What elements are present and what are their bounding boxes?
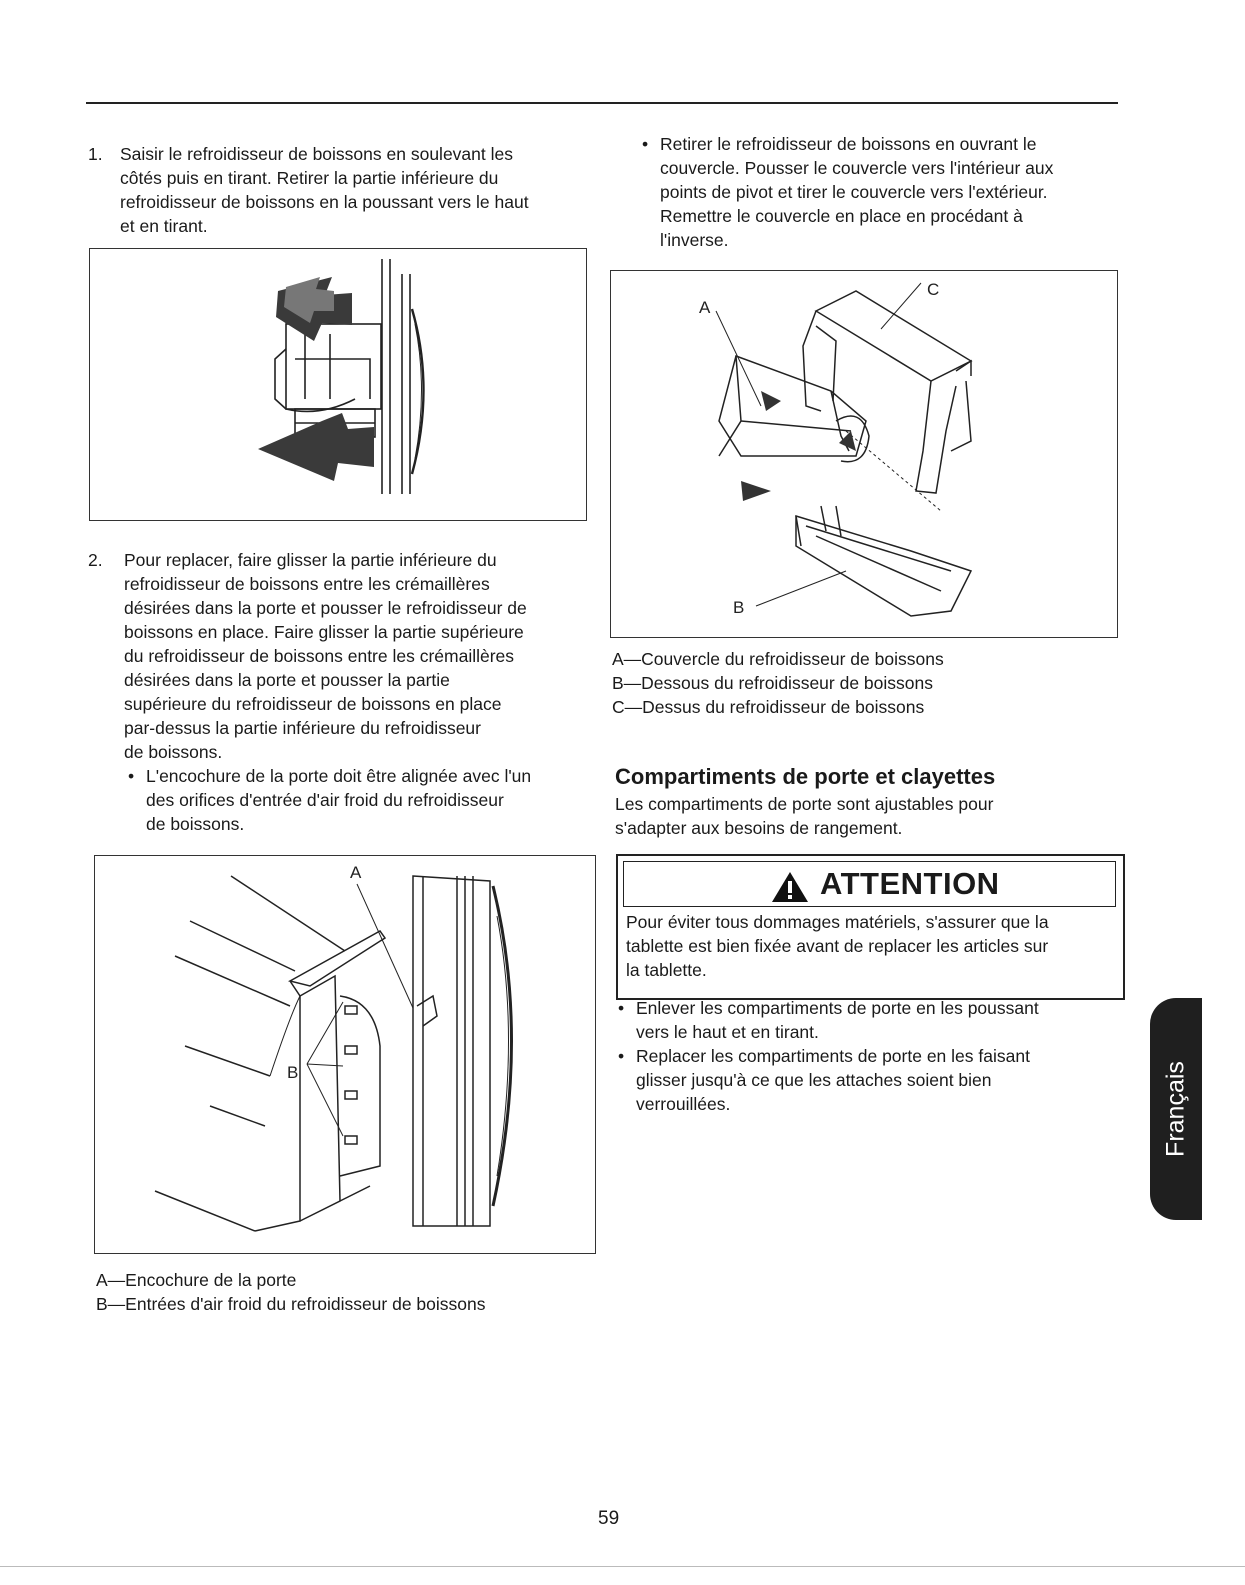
intro-line: Les compartiments de porte sont ajustables pour <box>615 794 994 814</box>
bullet-line: couvercle. Pousser le couvercle vers l'intérieur aux <box>660 158 1054 178</box>
step-2-number: 2. <box>88 550 103 570</box>
figure-cooler-lid <box>610 270 1118 638</box>
illustration-removing-cooler <box>90 249 586 520</box>
bullet-line: glisser jusqu'à ce que les attaches soient bien <box>636 1070 992 1090</box>
label-a: A <box>699 298 711 317</box>
bullet-line: vers le haut et en tirant. <box>636 1022 819 1042</box>
step-1-text <box>120 142 529 238</box>
footer-rule <box>0 1566 1245 1567</box>
header-rule <box>86 102 1118 104</box>
bullet-dot: • <box>618 998 625 1018</box>
bullet-line: de boissons. <box>146 814 245 834</box>
caption-b: B—Entrées d'air froid du refroidisseur de boissons <box>96 1294 486 1314</box>
step-2-text <box>124 548 527 764</box>
label-b: B <box>733 598 745 617</box>
caption-a: A—Couvercle du refroidisseur de boissons <box>612 649 944 669</box>
bullet-dot: • <box>642 134 649 154</box>
caption-a: A—Encochure de la porte <box>96 1270 297 1290</box>
attention-header <box>623 861 1116 907</box>
bullet-line: des orifices d'entrée d'air froid du refroidisseur <box>146 790 504 810</box>
step-2-line: désirées dans la porte et pousser le refroidisseur de <box>124 598 527 618</box>
step-2-bullet-text <box>146 764 531 836</box>
bullet-dot: • <box>618 1046 625 1066</box>
right-intro-bullet-text <box>660 132 1053 252</box>
bullet-line: Remettre le couvercle en place en procédant à <box>660 206 1023 226</box>
caption-c: C—Dessus du refroidisseur de boissons <box>612 697 925 717</box>
figure-removing-cooler <box>89 248 587 521</box>
bullet-line: l'inverse. <box>660 230 729 250</box>
bullet-line: points de pivot et tirer le couvercle vers l'extérieur. <box>660 182 1048 202</box>
step-2-line: refroidisseur de boissons entre les crémaillères <box>124 574 490 594</box>
warning-icon <box>770 870 810 904</box>
language-tab-label: Français <box>1161 1061 1190 1157</box>
right-captions <box>612 647 944 719</box>
section-title: Compartiments de porte et clayettes <box>615 764 996 789</box>
left-captions <box>96 1268 486 1316</box>
step-2-line: boissons en place. Faire glisser la partie supérieure <box>124 622 524 642</box>
step-2-line: désirées dans la porte et pousser la partie <box>124 670 450 690</box>
illustration-door-notch <box>95 856 595 1253</box>
step-2-line: Pour replacer, faire glisser la partie inférieure du <box>124 550 497 570</box>
step-1-line: côtés puis en tirant. Retirer la partie inférieure du <box>120 168 499 188</box>
figure-door-notch <box>94 855 596 1254</box>
step-1-line: et en tirant. <box>120 216 208 236</box>
attention-line: tablette est bien fixée avant de replacer les articles sur <box>626 936 1049 956</box>
step-2-line: par-dessus la partie inférieure du refroidisseur <box>124 718 481 738</box>
attention-text <box>626 910 1116 982</box>
step-1-line: Saisir le refroidisseur de boissons en soulevant les <box>120 144 513 164</box>
bullet-line: Enlever les compartiments de porte en les poussant <box>636 998 1039 1018</box>
bullet-line: Retirer le refroidisseur de boissons en ouvrant le <box>660 134 1037 154</box>
door-bin-bullet-1-text <box>636 996 1039 1044</box>
illustration-cooler-lid <box>611 271 1117 637</box>
page-number: 59 <box>598 1508 620 1529</box>
section-intro <box>615 792 993 840</box>
step-2-line: supérieure du refroidisseur de boissons en place <box>124 694 502 714</box>
step-2-line: de boissons. <box>124 742 223 762</box>
attention-box <box>616 854 1125 1000</box>
attention-line: la tablette. <box>626 960 707 980</box>
door-bin-bullet-2-text <box>636 1044 1030 1116</box>
language-tab <box>1150 998 1202 1220</box>
bullet-line: Replacer les compartiments de porte en les faisant <box>636 1046 1030 1066</box>
intro-line: s'adapter aux besoins de rangement. <box>615 818 903 838</box>
step-2-line: du refroidisseur de boissons entre les crémaillères <box>124 646 515 666</box>
label-a: A <box>350 863 362 882</box>
step-1-number: 1. <box>88 144 103 164</box>
bullet-dot: • <box>128 766 135 786</box>
bullet-line: verrouillées. <box>636 1094 731 1114</box>
label-b: B <box>287 1063 299 1082</box>
bullet-line: L'encochure de la porte doit être alignée avec l'un <box>146 766 532 786</box>
label-c: C <box>927 280 940 299</box>
attention-line: Pour éviter tous dommages matériels, s'assurer que la <box>626 912 1049 932</box>
attention-title: ATTENTION <box>820 866 1000 901</box>
caption-b: B—Dessous du refroidisseur de boissons <box>612 673 933 693</box>
step-1-line: refroidisseur de boissons en la poussant vers le haut <box>120 192 529 212</box>
